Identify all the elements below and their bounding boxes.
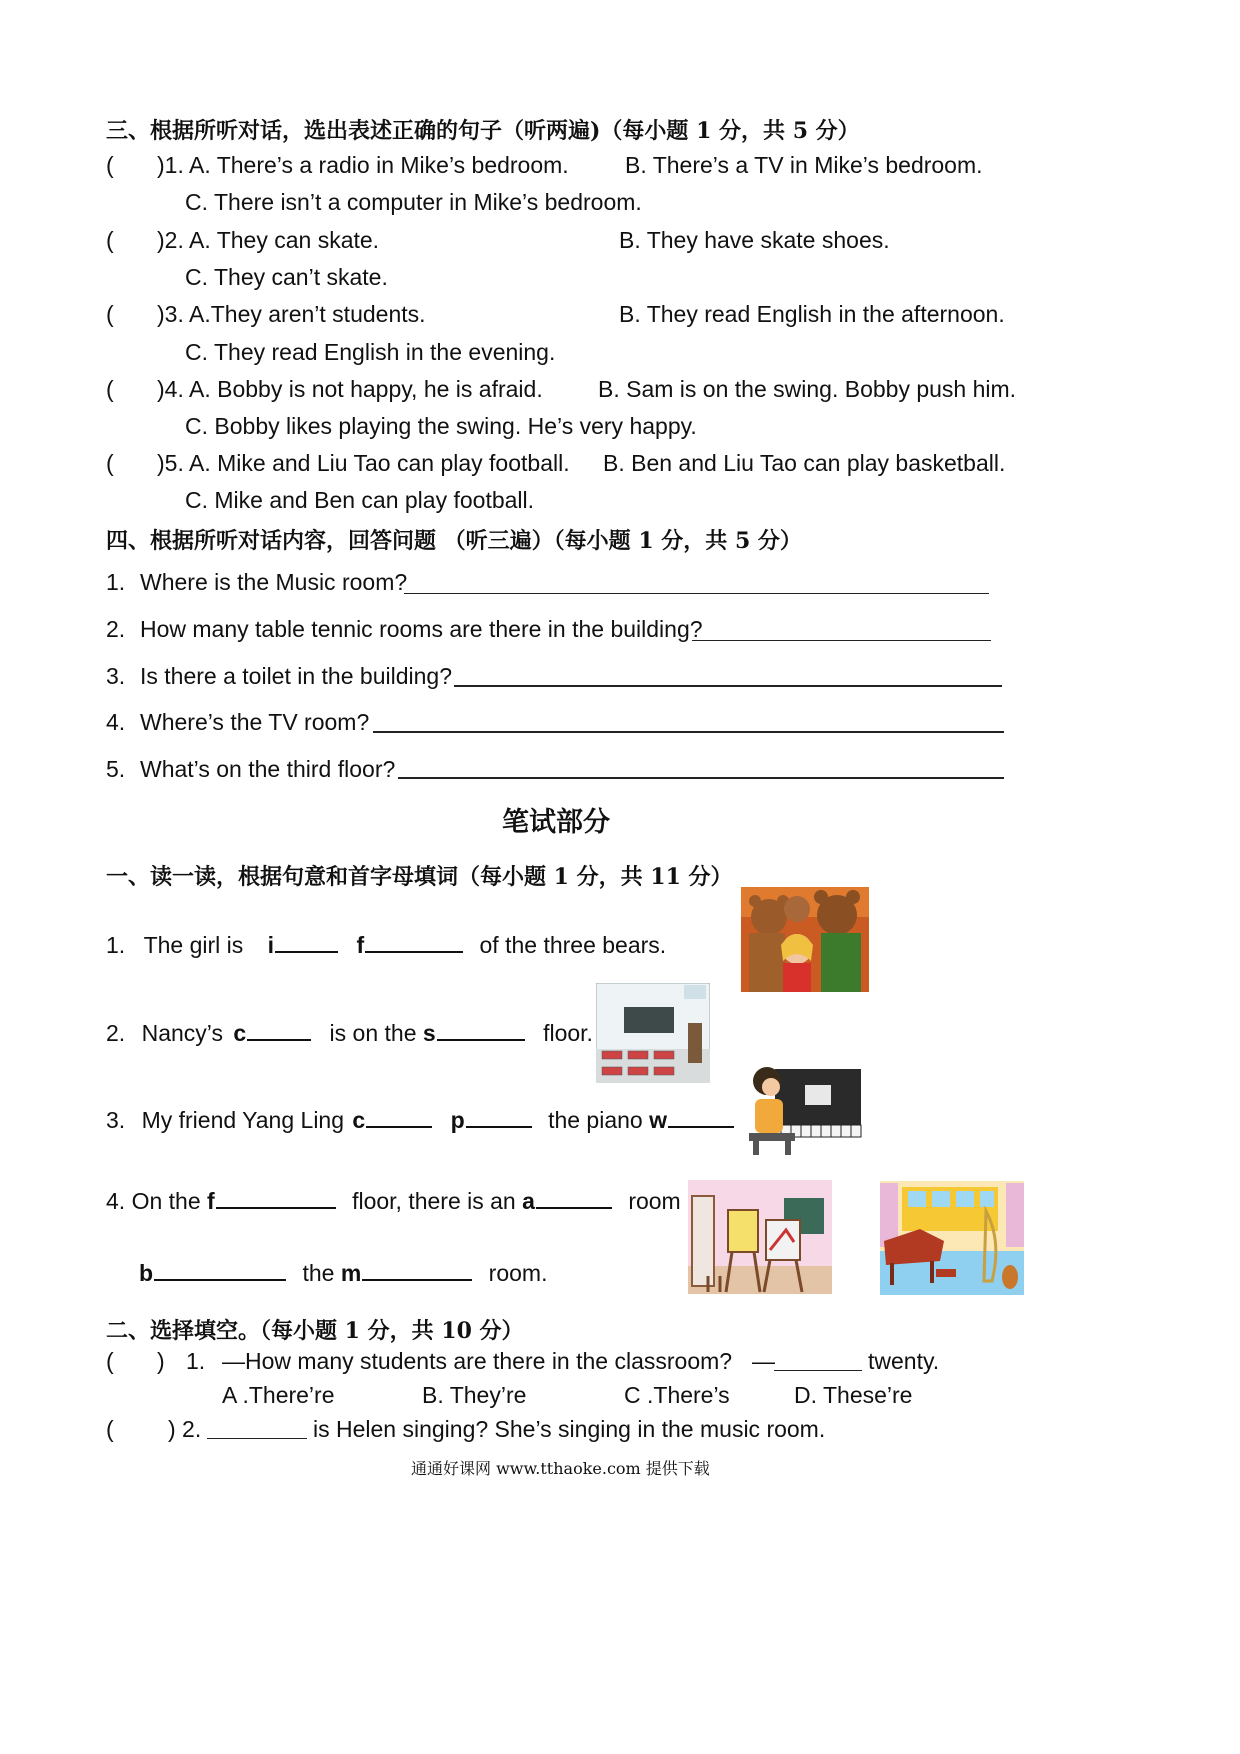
answer-paren[interactable]: ( (106, 1416, 114, 1442)
option-b: B. They’re (422, 1382, 527, 1408)
answer-paren[interactable]: ( (106, 227, 114, 253)
option-b: B. There’s a TV in Mike’s bedroom. (625, 152, 983, 178)
fill-blank[interactable] (275, 950, 338, 953)
question-text: Where is the Music room? (140, 569, 408, 595)
piano-girl-picture (745, 1063, 863, 1155)
option-c: C. They can’t skate. (185, 264, 388, 290)
initial-letter: w (649, 1107, 667, 1133)
written-part-title: 笔试部分 (502, 807, 610, 838)
question-text: of the three bears. (479, 932, 667, 958)
answer-line[interactable] (404, 593, 989, 594)
answer-paren[interactable]: ( (106, 301, 114, 327)
fill-blank[interactable] (668, 1125, 734, 1128)
fill-question-2 (106, 1020, 593, 1047)
question-text: What’s on the third floor? (140, 756, 396, 782)
three-bears-picture (741, 887, 869, 992)
option-c: C .There’s (624, 1382, 730, 1408)
option-a: A. They can skate. (189, 227, 380, 253)
initial-letter: b (139, 1260, 154, 1286)
fill-blank[interactable] (365, 950, 463, 953)
question-number: 1. (106, 932, 126, 958)
initial-letter: s (422, 1020, 436, 1046)
item-number: )1. (157, 152, 184, 178)
initial-letter: f (207, 1188, 215, 1214)
answer-paren[interactable]: ( (106, 376, 114, 402)
question-text: 4. On the (106, 1188, 201, 1214)
question-number: 2. (106, 1020, 126, 1046)
answer-dash: — (752, 1348, 775, 1374)
answer-line[interactable] (454, 685, 1002, 687)
question-number: 5. (106, 756, 126, 782)
option-a: A. There’s a radio in Mike’s bedroom. (189, 152, 569, 178)
answer-paren[interactable]: ( (106, 450, 114, 476)
item-number: )2. (157, 227, 184, 253)
initial-letter: c (352, 1107, 366, 1133)
question-text: twenty. (868, 1348, 940, 1374)
question-text: the (302, 1260, 335, 1286)
question-text: Where’s the TV room? (140, 709, 370, 735)
written2-heading: 二、选择填空。（每小题 1 分，共 10 分） (106, 1318, 524, 1344)
footer-credit: 通通好课网 www.tthaoke.com 提供下载 (411, 1459, 710, 1478)
question-number: 1. (186, 1348, 206, 1374)
fill-blank[interactable] (366, 1125, 432, 1128)
answer-paren[interactable]: ( (106, 1348, 114, 1374)
fill-blank[interactable] (466, 1125, 532, 1128)
question-text: My friend Yang Ling (141, 1107, 345, 1133)
option-b: B. They have skate shoes. (619, 227, 890, 253)
option-c: C. There isn’t a computer in Mike’s bedroom. (185, 189, 642, 215)
option-b: B. Ben and Liu Tao can play basketball. (603, 450, 1006, 476)
item-number: )3. (157, 301, 184, 327)
question-text: The girl is (143, 932, 244, 958)
question-text: room (628, 1188, 681, 1214)
option-a: A.They aren’t students. (189, 301, 426, 327)
question-number: 3. (106, 1107, 126, 1133)
section3-heading: 三、根据所听对话，选出表述正确的句子（听两遍)（每小题 1 分，共 5 分） (106, 118, 860, 144)
option-d: D. These’re (794, 1382, 913, 1408)
question-number: 4. (106, 709, 126, 735)
question-number: 1. (106, 569, 126, 595)
fill-blank[interactable] (207, 1438, 307, 1439)
answer-line[interactable] (692, 640, 991, 641)
answer-line[interactable] (398, 777, 1004, 779)
initial-letter: i (267, 932, 275, 958)
option-a: A. Mike and Liu Tao can play football. (189, 450, 570, 476)
fill-blank[interactable] (362, 1278, 472, 1281)
item-number: )5. (157, 450, 184, 476)
question-text: floor, there is an (352, 1188, 516, 1214)
question-text: is on the (329, 1020, 417, 1046)
fill-question-4-line2 (139, 1260, 547, 1287)
answer-paren[interactable]: ( (106, 152, 114, 178)
initial-letter: f (356, 932, 365, 958)
classroom-picture (596, 983, 710, 1083)
fill-blank[interactable] (774, 1370, 862, 1371)
fill-question-1 (106, 932, 666, 959)
option-b: B. They read English in the afternoon. (619, 301, 1005, 327)
written1-heading: 一、读一读，根据句意和首字母填词（每小题 1 分，共 11 分） (106, 864, 733, 890)
music-room-picture (880, 1181, 1024, 1295)
question-number: 3. (106, 663, 126, 689)
option-c: C. Mike and Ben can play football. (185, 487, 535, 513)
initial-letter: a (522, 1188, 535, 1214)
fill-blank[interactable] (437, 1038, 525, 1041)
fill-blank[interactable] (247, 1038, 311, 1041)
question-text: the piano (548, 1107, 643, 1133)
option-a: A. Bobby is not happy, he is afraid. (189, 376, 543, 402)
fill-question-3 (106, 1107, 738, 1134)
fill-blank[interactable] (154, 1278, 286, 1281)
question-text: —How many students are there in the classroom? (222, 1348, 733, 1374)
initial-letter: m (340, 1260, 362, 1286)
initial-letter: c (233, 1020, 247, 1046)
option-b: B. Sam is on the swing. Bobby push him. (598, 376, 1017, 402)
question-text: Is there a toilet in the building? (140, 663, 452, 689)
fill-blank[interactable] (216, 1206, 336, 1209)
question-number: 2. (106, 616, 126, 642)
item-number: )4. (157, 376, 184, 402)
question-text: Nancy’s (141, 1020, 223, 1046)
question-text: floor. (543, 1020, 593, 1046)
option-c: C. They read English in the evening. (185, 339, 556, 365)
answer-paren-close: ) (157, 1348, 165, 1374)
question-text: How many table tennic rooms are there in the building? (140, 616, 703, 642)
fill-blank[interactable] (536, 1206, 612, 1209)
option-c: C. Bobby likes playing the swing. He’s very happy. (185, 413, 697, 439)
question-text: room. (488, 1260, 548, 1286)
question-number: ) 2. (168, 1416, 202, 1442)
initial-letter: p (450, 1107, 465, 1133)
fill-question-4-line1 (106, 1188, 681, 1215)
option-a: A .There’re (222, 1382, 335, 1408)
section4-heading: 四、根据所听对话内容，回答问题 （听三遍）（每小题 1 分，共 5 分） (106, 528, 802, 554)
question-text: is Helen singing? She’s singing in the music room. (313, 1416, 826, 1442)
answer-line[interactable] (373, 731, 1004, 733)
art-room-picture (688, 1180, 832, 1294)
